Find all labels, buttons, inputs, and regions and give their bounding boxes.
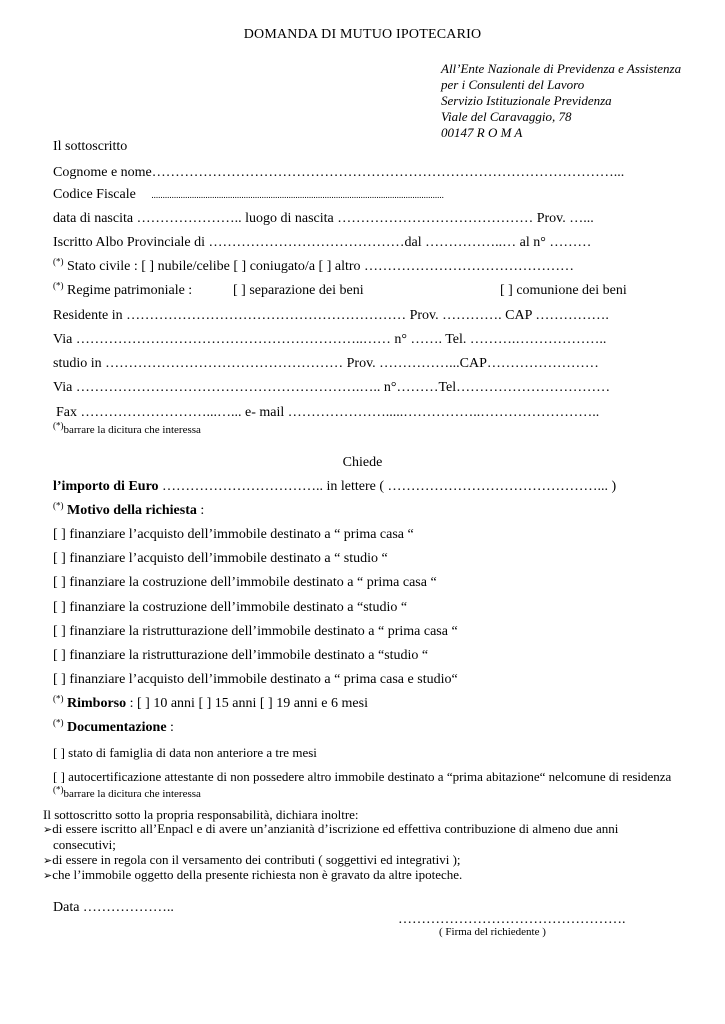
declaration-text: che l’immobile oggetto della presente richiesta non è gravato da altre ipoteche.: [52, 867, 463, 882]
civil-status-field[interactable]: [53, 256, 575, 274]
address-line: Servizio Istituzionale Previdenza: [441, 93, 612, 108]
residence-street-field[interactable]: Via ……………………………………………………..…… n° ……. Tel. ……….………………..: [53, 332, 607, 347]
signature-caption: ( Firma del richiedente ): [439, 926, 546, 938]
address-line: per i Consulenti del Lavoro: [441, 77, 585, 92]
footnote-marker: (*): [53, 693, 64, 704]
applicant-intro: Il sottoscritto: [53, 139, 128, 154]
footnote-marker: (*): [53, 717, 64, 728]
reason-option[interactable]: [ ] finanziare la ristrutturazione dell’immobile destinato a “studio “: [53, 648, 429, 663]
declaration-text: di essere iscritto all’Enpacl e di avere un’anzianità d’iscrizione ed effettiva contribuzione di almeno due anni: [52, 821, 619, 836]
tax-code-dots: ..................................................................................................................................: [151, 190, 444, 200]
footnote-marker: (*): [53, 500, 64, 511]
reason-heading: [53, 500, 205, 518]
office-street-field[interactable]: Via …………………………………………………….….. n°………Tel……………………………: [53, 380, 611, 395]
reason-option[interactable]: [ ] finanziare l’acquisto dell’immobile destinato a “ studio “: [53, 551, 388, 566]
footnote-marker: (*): [53, 784, 64, 795]
declaration-item: [43, 822, 618, 835]
address-line: 00147 R O M A: [441, 125, 523, 140]
document-option[interactable]: [ ] autocertificazione attestante di non possedere altro immobile destinato a “prima abitazione“ nelcomune di residenza: [53, 769, 672, 784]
regime-label: Regime patrimoniale :: [63, 283, 193, 298]
reason-option[interactable]: [ ] finanziare la ristrutturazione dell’immobile destinato a “ prima casa “: [53, 624, 458, 639]
regime-field[interactable]: [53, 280, 193, 298]
repayment-field[interactable]: [53, 693, 368, 711]
reason-option[interactable]: [ ] finanziare l’acquisto dell’immobile destinato a “ prima casa “: [53, 527, 414, 542]
footnote-marker: (*): [53, 420, 64, 431]
address-line: All’Ente Nazionale di Previdenza e Assistenza: [441, 61, 682, 76]
document-title: DOMANDA DI MUTUO IPOTECARIO: [243, 27, 482, 42]
amount-text: …………………………….. in lettere ( ………………………………………... ): [158, 479, 617, 494]
regime-communion-option[interactable]: [ ] comunione dei beni: [500, 283, 627, 298]
residence-field[interactable]: Residente in …………………………………………………… Prov. …………. CAP …………….: [53, 308, 609, 323]
arrow-bullet-icon: ➢: [43, 823, 53, 836]
tax-code-field[interactable]: [53, 188, 444, 202]
footnote-text: barrare la dicitura che interessa: [63, 788, 201, 800]
request-heading: Chiede: [342, 455, 383, 470]
footnote: [53, 420, 201, 436]
date-field[interactable]: Data ………………..: [53, 900, 174, 915]
office-field[interactable]: studio in …………………………………………… Prov. ……………...CAP……………………: [53, 356, 599, 371]
declaration-intro: Il sottoscritto sotto la propria responsabilità, dichiara inoltre:: [43, 807, 359, 822]
civil-status-text: Stato civile : [ ] nubile/celibe [ ] coniugato/a [ ] altro ………………………………………: [63, 259, 575, 274]
documentation-label: Documentazione: [67, 720, 167, 735]
footnote: [53, 784, 201, 800]
arrow-bullet-icon: ➢: [43, 869, 53, 882]
footnote-marker: (*): [53, 280, 64, 291]
tax-code-label: Codice Fiscale: [53, 187, 136, 202]
register-field[interactable]: Iscritto Albo Provinciale di ……………………………………dal ……………..… al n° ………: [53, 235, 592, 250]
repayment-label: Rimborso: [67, 696, 127, 711]
documentation-heading: [53, 717, 174, 735]
declaration-item: [43, 868, 462, 881]
reason-option[interactable]: [ ] finanziare la costruzione dell’immobile destinato a “studio “: [53, 600, 408, 615]
reason-colon: :: [196, 503, 205, 518]
repayment-options: : [ ] 10 anni [ ] 15 anni [ ] 19 anni e 6 mesi: [126, 696, 368, 711]
reason-option[interactable]: [ ] finanziare la costruzione dell’immobile destinato a “ prima casa “: [53, 575, 437, 590]
declaration-item: [43, 853, 461, 866]
reason-label: Motivo della richiesta: [67, 503, 197, 518]
surname-name-field[interactable]: Cognome e nome………………………………………………………………………………………...: [53, 165, 625, 180]
fax-email-field[interactable]: Fax ………………………...…... e- mail ………………….....……………..……………………..: [56, 405, 600, 420]
reason-option[interactable]: [ ] finanziare l’acquisto dell’immobile destinato a “ prima casa e studio“: [53, 672, 458, 687]
declaration-text: di essere in regola con il versamento dei contributi ( soggettivi ed integrativi );: [52, 852, 461, 867]
footnote-marker: (*): [53, 256, 64, 267]
birth-field[interactable]: data di nascita ………………….. luogo di nascita …………………………………… Prov. …...: [53, 211, 594, 226]
arrow-bullet-icon: ➢: [43, 854, 53, 867]
amount-field[interactable]: [53, 480, 616, 494]
address-line: Viale del Caravaggio, 78: [441, 109, 572, 124]
signature-line[interactable]: ………………………………………….: [398, 912, 626, 927]
documentation-colon: :: [166, 720, 174, 735]
declaration-continuation: consecutivi;: [53, 837, 116, 852]
footnote-text: barrare la dicitura che interessa: [63, 424, 201, 436]
amount-label: l’importo di Euro: [53, 479, 159, 494]
regime-separation-option[interactable]: [ ] separazione dei beni: [233, 283, 364, 298]
document-option[interactable]: [ ] stato di famiglia di data non anteriore a tre mesi: [53, 745, 317, 760]
